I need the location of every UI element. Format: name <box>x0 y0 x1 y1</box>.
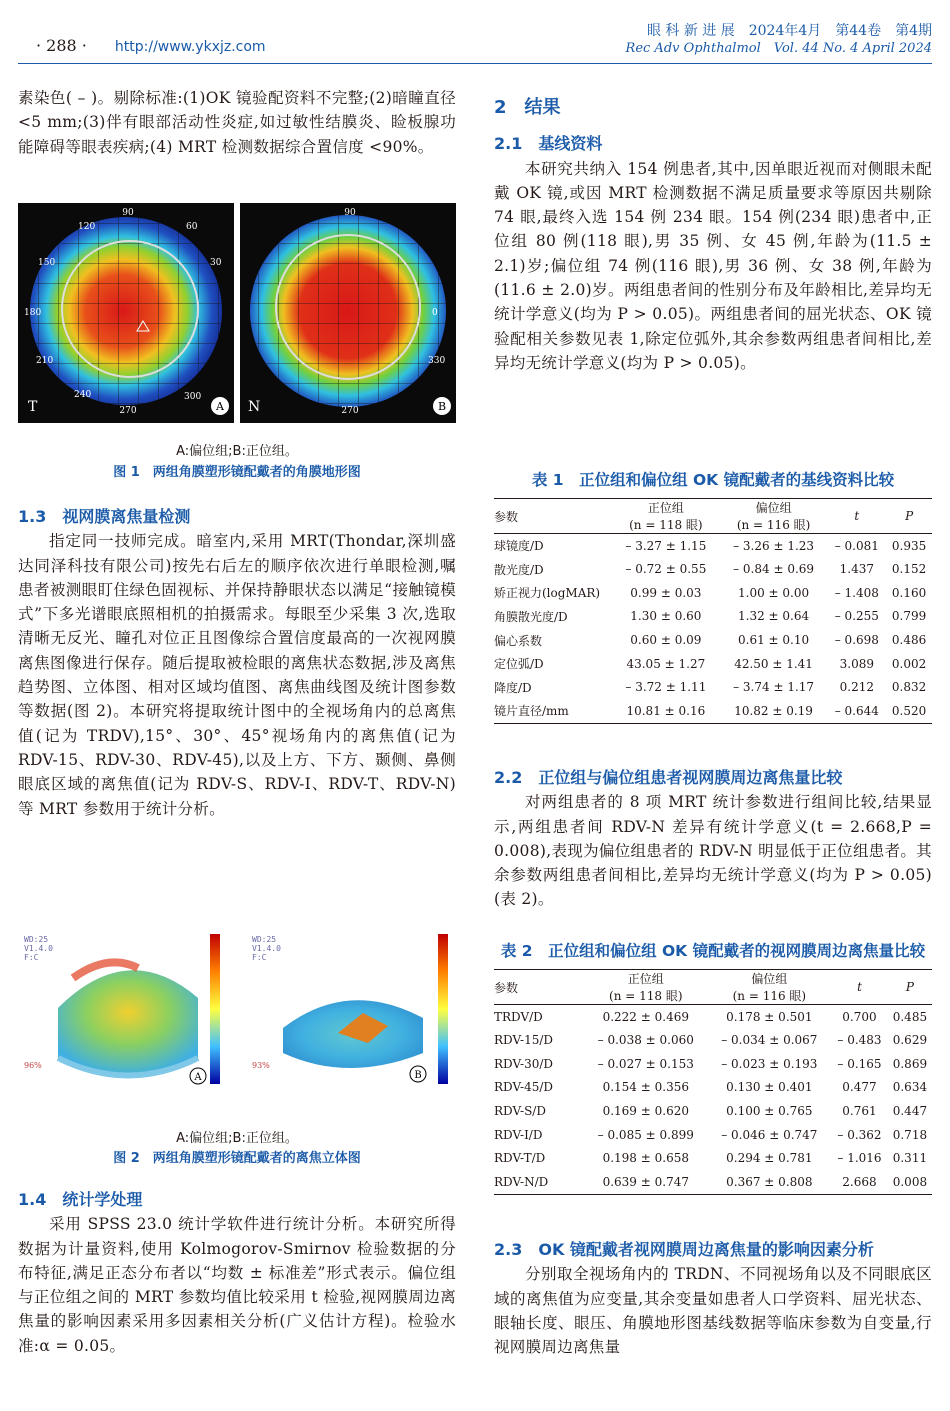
section-1-3 <box>18 505 456 821</box>
left-column <box>18 86 456 159</box>
angle-label: 300 <box>184 392 202 402</box>
section-text: 本研究共纳入 154 例患者,其中,因单眼近视而对侧眼未配戴 OK 镜,或因 MRT 检测数据不满足质量要求等原因共剔除 74 眼,最终入选 154 例 234 眼。154 例(234 眼)患者中,正位组 80 例(118 眼),男 35 例、女 45 例,年龄为(11.5 ± 2.1)岁;偏位组 74 例(116 眼),男 36 例、女 38 例,年龄为(11.6 ± 2.0)岁。两组患者间的性别分布及年龄相比,差异均无统计学意义(均为 P > 0.05)。两组患者间的屈光状态、OK 镜验配相关参数见表 1,除定位弧外,其余参数两组患者间相比,差异均无统计学意义(均为 P > 0.05)。 <box>494 159 932 372</box>
nasal-label: N <box>248 399 261 415</box>
table-cell: 0.61 ± 0.10 <box>738 633 810 648</box>
table-cell: 2.668 <box>842 1174 877 1189</box>
table-cell: 0.629 <box>892 1033 928 1048</box>
table-1-caption: 表 1 正位组和偏位组 OK 镜配戴者的基线资料比较 <box>531 471 895 489</box>
angle-label: 150 <box>38 258 56 268</box>
version-label: V1.4.0 <box>252 944 281 953</box>
table-row <box>494 534 932 558</box>
section-heading: 2.2 正位组与偏位组患者视网膜周边离焦量比较 <box>494 768 843 787</box>
section-2-3 <box>494 1238 932 1359</box>
table-cell: 0.311 <box>892 1151 928 1166</box>
topography-maps <box>18 203 456 423</box>
table-1 <box>494 469 932 724</box>
right-column <box>494 96 932 375</box>
table-1-grid <box>494 498 932 724</box>
table-cell: 0.222 ± 0.469 <box>602 1009 689 1024</box>
table-cell: 0.761 <box>842 1104 877 1119</box>
confidence-a: 96% <box>24 1061 42 1070</box>
angle-label: 90 <box>122 208 134 218</box>
table-row <box>494 1005 932 1029</box>
table-cell: – 0.165 <box>837 1056 882 1071</box>
table-cell: RDV-45/D <box>494 1080 553 1095</box>
table-cell: 0.212 <box>839 680 874 695</box>
table-cell: 0.002 <box>891 656 927 671</box>
table-cell: RDV-I/D <box>494 1127 543 1142</box>
table-cell: – 0.027 ± 0.153 <box>597 1056 694 1071</box>
table-cell: – 0.046 ± 0.747 <box>721 1127 818 1142</box>
col-header: 正位组 <box>647 501 684 515</box>
table-row <box>494 699 932 723</box>
defocus-3d-plots <box>18 918 456 1118</box>
angle-label: 60 <box>186 222 198 232</box>
table-cell: – 0.84 ± 0.69 <box>733 562 815 577</box>
table-cell: – 0.081 <box>834 538 879 553</box>
table-cell: 镜片直径/mm <box>494 704 569 719</box>
col-header: t <box>854 509 860 523</box>
col-subheader: (n = 118 眼) <box>629 518 703 532</box>
table-cell: 0.700 <box>842 1009 877 1024</box>
table-cell: 0.160 <box>891 585 927 600</box>
table-row <box>494 1170 932 1194</box>
table-row <box>494 557 932 581</box>
table-cell: 43.05 ± 1.27 <box>626 656 706 671</box>
table-cell: 0.869 <box>892 1056 928 1071</box>
angle-label: 270 <box>341 406 359 416</box>
table-cell: 0.486 <box>891 633 927 648</box>
section-text: 指定同一技师完成。暗室内,采用 MRT(Thondar,深圳盛达同泽科技有限公司)按先右后左的顺序依次进行单眼检测,嘱患者被测眼盯住绿色固视标、并保持静眼状态以满足“接触镜模式”下多光谱眼底照相机的拍摄需求。每眼至少采集 3 次,选取清晰无反光、瞳孔对位正且图像综合置信度最高的一次视网膜离焦图像进行保存。随后提取被检眼的离焦状态数据,涉及离焦趋势图、立体图、相对区域均值图、离焦曲线图及统计图参数等数据(图 2)。本研究将提取统计图中的全视场角内的总离焦值(记为 TRDV),15°、30°、45°视场角内的离焦值(记为 RDV-15、RDV-30、RDV-45),以及上方、下方、颞侧、鼻侧眼底区域的离焦值(记为 RDV-S、RDV-I、RDV-T、RDV-N)等 MRT 参数用于统计分析。 <box>18 532 456 818</box>
angle-label: 270 <box>119 406 137 416</box>
table-cell: 角膜散光度/D <box>494 609 568 624</box>
table-cell: – 3.26 ± 1.23 <box>733 538 815 553</box>
table-cell: 1.32 ± 0.64 <box>738 609 810 624</box>
table-row <box>494 581 932 605</box>
table-cell: – 0.085 ± 0.899 <box>597 1127 694 1142</box>
table-cell: RDV-N/D <box>494 1174 549 1189</box>
journal-url[interactable]: http://www.ykxjz.com <box>114 39 266 55</box>
section-text: 分别取全视场角内的 TRDN、不同视场角以及不同眼底区域的离焦值为应变量,其余变量如患者人口学资料、屈光状态、眼轴长度、眼压、角膜地形图基线数据等临床参数为自变量,行视网膜周边离焦量 <box>494 1265 932 1357</box>
table-cell: – 0.483 <box>837 1033 882 1048</box>
version-label: V1.4.0 <box>24 944 53 953</box>
angle-label: 0 <box>432 308 438 318</box>
table-row <box>494 1076 932 1100</box>
table-cell: 0.294 ± 0.781 <box>726 1151 813 1166</box>
table-cell: – 0.362 <box>837 1127 882 1142</box>
angle-label: 30 <box>210 258 222 268</box>
table-cell: 0.485 <box>892 1009 928 1024</box>
page-header-right <box>626 22 932 58</box>
table-cell: – 1.408 <box>834 585 879 600</box>
angle-label: 210 <box>36 356 54 366</box>
table-row <box>494 1052 932 1076</box>
table-cell: 0.130 ± 0.401 <box>726 1080 813 1095</box>
table-row <box>494 676 932 700</box>
angle-label: 90 <box>344 208 356 218</box>
panel-a-label: A <box>194 1072 202 1083</box>
table-cell: 0.634 <box>892 1080 928 1095</box>
wd-label: WD:25 <box>252 935 277 944</box>
table-cell: 0.447 <box>892 1104 928 1119</box>
confidence-b: 93% <box>252 1061 270 1070</box>
table-cell: – 0.72 ± 0.55 <box>625 562 707 577</box>
page-header-left <box>36 36 266 55</box>
figure-2-subcaption: A:偏位组;B:正位组。 <box>176 1131 298 1146</box>
table-cell: 降度/D <box>494 680 532 695</box>
table-cell: RDV-S/D <box>494 1104 546 1119</box>
journal-title-cn: 眼 科 新 进 展 2024年4月 第44卷 第4期 <box>646 23 932 39</box>
table-cell: 0.718 <box>892 1127 928 1142</box>
figure-1-topography <box>18 203 456 423</box>
table-cell: 0.154 ± 0.356 <box>602 1080 689 1095</box>
table-cell: RDV-30/D <box>494 1056 553 1071</box>
col-header: t <box>857 980 862 994</box>
table-cell: 0.477 <box>842 1080 877 1095</box>
angle-label: 240 <box>74 390 92 400</box>
table-cell: 0.799 <box>891 609 927 624</box>
table-cell: – 0.034 ± 0.067 <box>721 1033 818 1048</box>
table-cell: TRDV/D <box>494 1009 543 1024</box>
table-cell: 0.520 <box>891 703 927 718</box>
angle-label: 180 <box>24 308 42 318</box>
table-cell: 0.832 <box>891 680 927 695</box>
table-cell: 0.198 ± 0.658 <box>602 1151 689 1166</box>
col-header: 偏位组 <box>751 972 788 986</box>
section-text: 采用 SPSS 23.0 统计学软件进行统计分析。本研究所得数据为计量资料,使用 Kolmogorov-Smirnov 检验数据的分布特征,满足正态分布者以“均数 ± 标准差”形式表示。偏位组与正位组之间的 MRT 参数均值比较采用 t 检验,视网膜周边离焦量的影响因素采用多因素相关分析(广义估计方程)。检验水准:α = 0.05。 <box>18 1215 456 1355</box>
table-cell: 0.60 ± 0.09 <box>630 633 702 648</box>
table-cell: 10.82 ± 0.19 <box>734 703 813 718</box>
table-cell: – 0.023 ± 0.193 <box>721 1056 818 1071</box>
table-cell: 1.437 <box>839 562 874 577</box>
panel-b-label: B <box>437 400 447 413</box>
figure-1-subcaption: A:偏位组;B:正位组。 <box>176 444 298 459</box>
col-header: 正位组 <box>627 972 664 986</box>
figure-2-caption: 图 2 两组角膜塑形镜配戴者的离焦立体图 <box>113 1151 361 1166</box>
table-cell: 0.99 ± 0.03 <box>630 585 702 600</box>
table-cell: – 0.038 ± 0.060 <box>597 1033 694 1048</box>
page-number: · 288 · <box>36 36 87 55</box>
section-heading: 2.1 基线资料 <box>494 134 603 154</box>
col-subheader: (n = 118 眼) <box>609 989 683 1003</box>
angle-label: 120 <box>78 222 96 232</box>
table-cell: RDV-15/D <box>494 1033 553 1048</box>
panel-a-label: A <box>216 400 224 413</box>
table-cell: 0.178 ± 0.501 <box>726 1009 813 1024</box>
section-heading: 1.3 视网膜离焦量检测 <box>18 507 191 526</box>
table-cell: 0.639 ± 0.747 <box>602 1174 689 1189</box>
table-cell: – 0.698 <box>834 633 879 648</box>
table-cell: 矫正视力(logMAR) <box>494 586 601 601</box>
table-cell: 0.008 <box>892 1174 928 1189</box>
table-cell: 0.152 <box>891 562 927 577</box>
table-cell: – 3.27 ± 1.15 <box>625 538 707 553</box>
table-cell: 42.50 ± 1.41 <box>734 656 813 671</box>
table-cell: – 0.644 <box>834 703 879 718</box>
table-cell: – 0.255 <box>834 609 879 624</box>
table-cell: 偏心系数 <box>494 633 543 648</box>
section-heading: 1.4 统计学处理 <box>18 1190 143 1209</box>
table-cell: 3.089 <box>839 656 874 671</box>
col-header: 偏位组 <box>755 501 792 515</box>
section-2-2 <box>494 766 932 912</box>
fc-label: F:C <box>252 953 267 962</box>
table-cell: – 3.74 ± 1.17 <box>733 680 815 695</box>
table-cell: 10.81 ± 0.16 <box>626 703 706 718</box>
table-row <box>494 1123 932 1147</box>
section-text: 对两组患者的 8 项 MRT 统计参数进行组间比较,结果显示,两组患者间 RDV-N 差异有统计学意义(t = 2.668,P = 0.008),表现为偏位组患者的 RDV-N 明显低于正位组患者。其余参数两组患者间相比,差异均无统计学意义(均为 P > 0.05)(表 2)。 <box>494 793 932 909</box>
table-cell: 定位弧/D <box>494 657 544 672</box>
table-cell: RDV-T/D <box>494 1151 546 1166</box>
table-cell: 1.00 ± 0.00 <box>738 585 810 600</box>
table-cell: 0.100 ± 0.765 <box>726 1104 813 1119</box>
section-1-4 <box>18 1188 456 1358</box>
table-cell: 0.169 ± 0.620 <box>602 1104 689 1119</box>
table-cell: 0.367 ± 0.808 <box>726 1174 813 1189</box>
col-header: 参数 <box>494 980 519 995</box>
col-subheader: (n = 116 眼) <box>736 518 811 532</box>
results-heading: 2 结果 <box>494 97 561 118</box>
journal-title-en: Rec Adv Ophthalmol Vol. 44 No. 4 April 2024 <box>625 41 932 56</box>
col-header: P <box>905 509 914 523</box>
exclusion-criteria-text: 素染色( – )。剔除标准:(1)OK 镜验配资料不完整;(2)暗瞳直径 <5 mm;(3)伴有眼部活动性炎症,如过敏性结膜炎、睑板腺功能障碍等眼表疾病;(4) MRT 检测数据综合置信度 <90%。 <box>18 89 456 156</box>
table-cell: 0.935 <box>891 538 927 553</box>
table-row <box>494 652 932 676</box>
table-cell: 球镜度/D <box>494 539 544 554</box>
temporal-label: T <box>28 399 38 415</box>
header-rule <box>18 63 932 64</box>
table-row <box>494 628 932 652</box>
fc-label: F:C <box>24 953 39 962</box>
table-2-caption: 表 2 正位组和偏位组 OK 镜配戴者的视网膜周边离焦量比较 <box>500 942 926 960</box>
table-row <box>494 1147 932 1171</box>
table-2-grid <box>494 969 932 1195</box>
table-row <box>494 1099 932 1123</box>
table-cell: 散光度/D <box>494 562 544 577</box>
wd-label: WD:25 <box>24 935 49 944</box>
table-row <box>494 605 932 629</box>
col-subheader: (n = 116 眼) <box>732 989 807 1003</box>
figure-2-3d <box>18 918 456 1118</box>
figure-1-caption: 图 1 两组角膜塑形镜配戴者的角膜地形图 <box>113 465 361 480</box>
section-heading: 2.3 OK 镜配戴者视网膜周边离焦量的影响因素分析 <box>494 1240 874 1259</box>
table-cell: – 1.016 <box>837 1151 882 1166</box>
col-header: 参数 <box>494 509 519 524</box>
panel-b-label: B <box>414 1070 422 1081</box>
table-cell: – 3.72 ± 1.11 <box>625 680 707 695</box>
col-header: P <box>905 980 914 994</box>
angle-label: 330 <box>428 356 446 366</box>
table-2 <box>494 940 932 1195</box>
table-cell: 1.30 ± 0.60 <box>630 609 702 624</box>
table-row <box>494 1028 932 1052</box>
